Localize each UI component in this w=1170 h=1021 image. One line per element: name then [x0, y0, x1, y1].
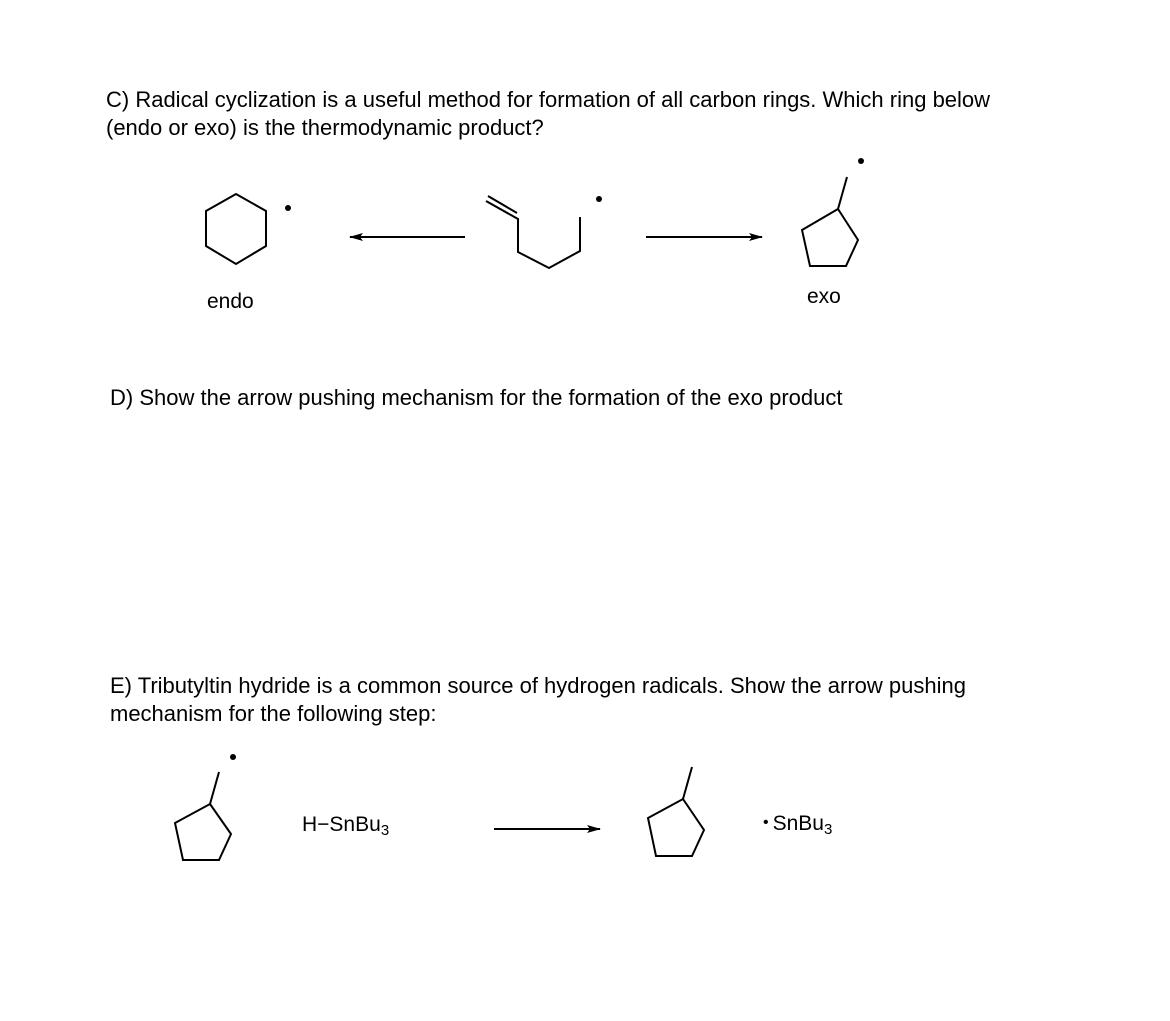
reactant-radical-dot — [230, 754, 236, 760]
cyclohexane-ring-endo — [206, 194, 266, 264]
product-subscript: 3 — [823, 821, 833, 838]
reagent-subscript: 3 — [380, 822, 390, 839]
endo-radical-dot — [285, 205, 291, 211]
endo-label: endo — [207, 290, 254, 313]
exo-radical-dot — [858, 158, 864, 164]
exo-label: exo — [807, 285, 841, 308]
cyclopentane-ring-product — [648, 767, 704, 856]
hexenyl-radical-chain — [486, 196, 580, 268]
question-e-line2: mechanism for the following step: — [110, 701, 437, 726]
question-c-line2: (endo or exo) is the thermodynamic product? — [106, 115, 544, 140]
tin-radical-dot: • — [763, 814, 769, 831]
cyclopentane-ring-reactant — [175, 772, 231, 860]
hexenyl-radical-dot — [596, 196, 602, 202]
reagent-text: H−SnBu — [302, 813, 381, 836]
question-d-line1: D) Show the arrow pushing mechanism for the formation of the exo product — [110, 385, 843, 410]
product-text: SnBu — [772, 812, 824, 835]
cyclopentane-ring-exo — [802, 177, 858, 266]
question-c-line1: C) Radical cyclization is a useful method for formation of all carbon rings. Which ring below — [106, 87, 991, 112]
question-e-line1: E) Tributyltin hydride is a common source of hydrogen radicals. Show the arrow pushing — [110, 673, 966, 698]
